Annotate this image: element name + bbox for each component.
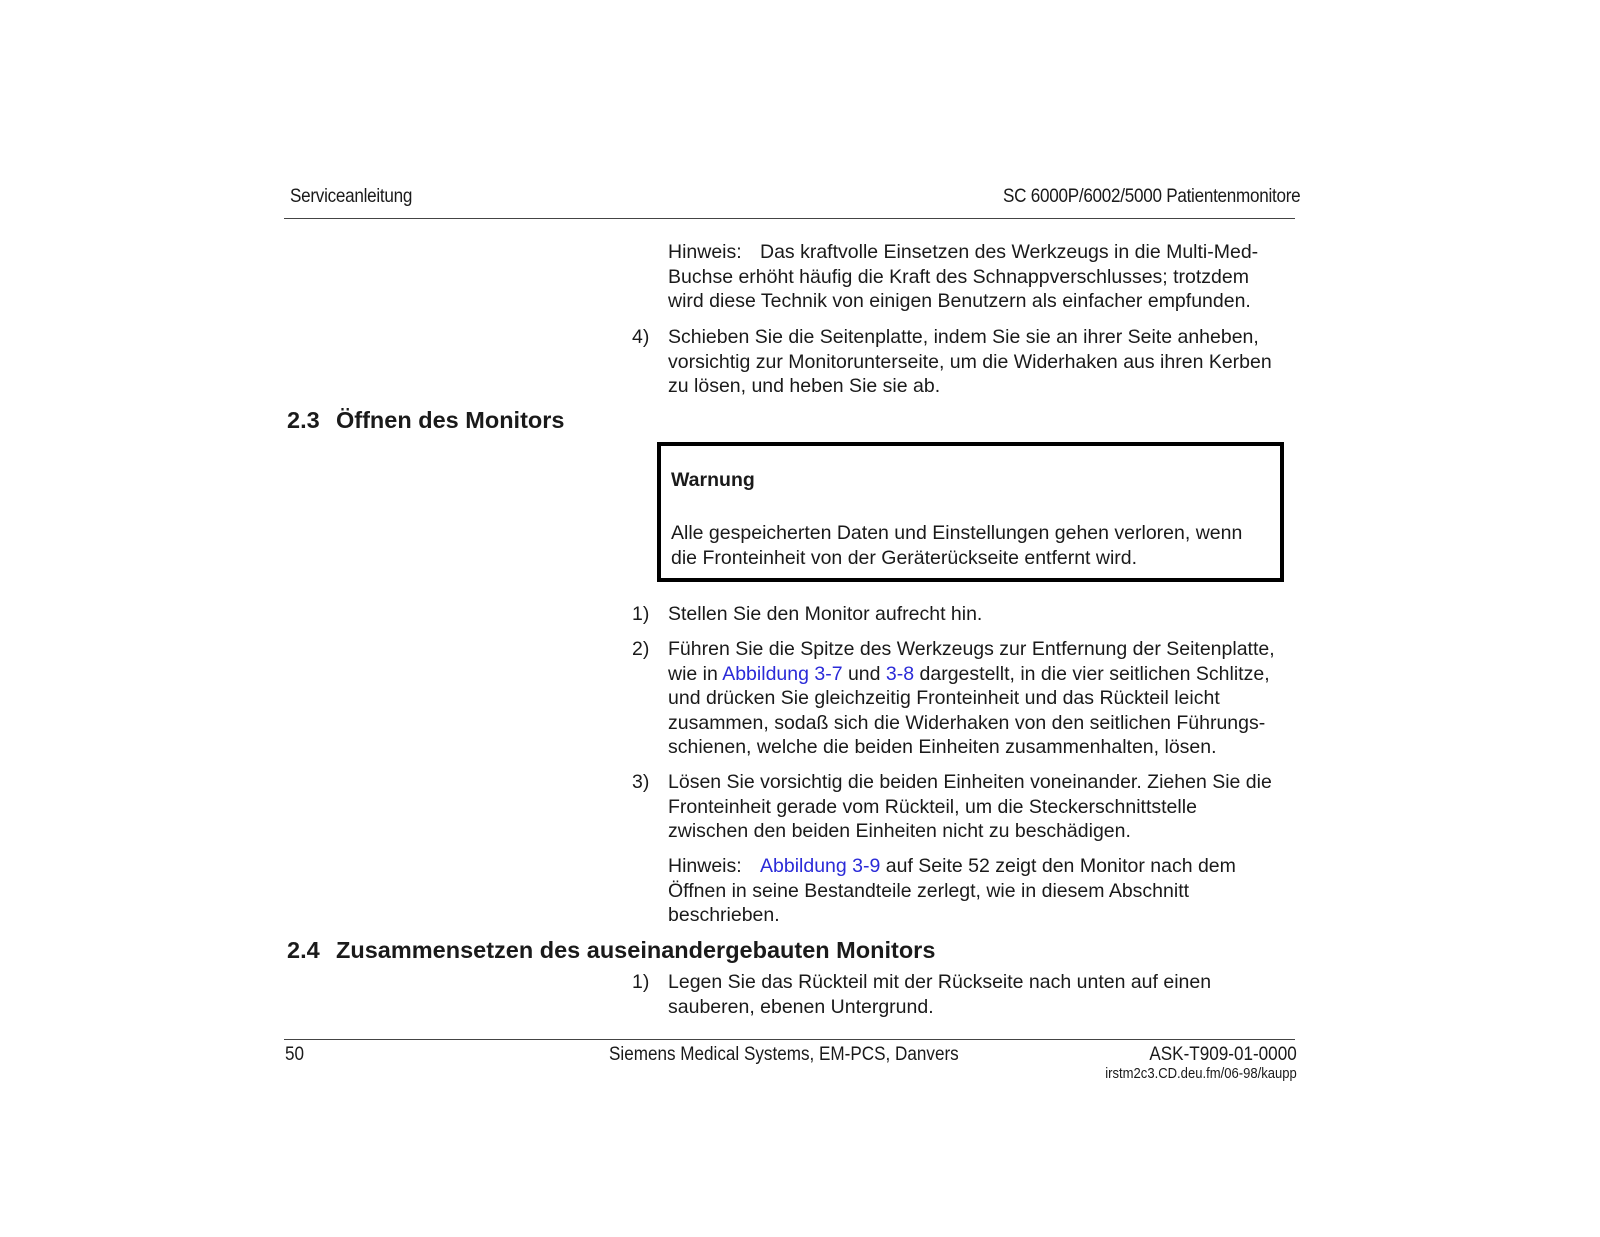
step-text-line: Fronteinheit gerade vom Rückteil, um die Steckerschnittstelle	[668, 795, 1197, 818]
step-text-line: zwischen den beiden Einheiten nicht zu beschädigen.	[668, 820, 1131, 842]
running-header-right: SC 6000P/6002/5000 Patientenmonitore	[1002, 186, 1300, 207]
step-text-line: zusammen, sodaß sich die Widerhaken von den seitlichen Führungs-	[668, 711, 1266, 734]
step-text-line: schienen, welche die beiden Einheiten zusammenhalten, lösen.	[668, 736, 1217, 758]
step-text-span: wie in	[668, 662, 723, 685]
section-heading	[287, 937, 935, 964]
step-text-line: sauberen, ebenen Untergrund.	[668, 995, 934, 1018]
step-text-line: vorsichtig zur Monitorunterseite, um die Widerhaken aus ihren Kerben	[668, 350, 1272, 373]
step-text	[668, 970, 1308, 1019]
step-number: 3)	[632, 771, 650, 793]
note-text-line: Das kraftvolle Einsetzen des Werkzeugs in die Multi-Med-	[760, 241, 1259, 263]
step-number: 2)	[632, 638, 650, 660]
step-text-line: Führen Sie die Spitze des Werkzeugs zur Entfernung der Seitenplatte,	[668, 638, 1275, 660]
footer-rule	[284, 1039, 1295, 1040]
section-number: 2.4	[287, 937, 320, 963]
step-number: 1)	[632, 603, 650, 625]
step-text-span: und	[842, 662, 886, 685]
step-text	[668, 770, 1308, 844]
header-rule	[284, 218, 1295, 219]
page-number: 50	[285, 1044, 305, 1065]
note-label: Hinweis:	[668, 855, 742, 877]
step-text	[668, 637, 1308, 760]
section-heading	[287, 407, 564, 434]
note-label: Hinweis:	[668, 241, 742, 263]
figure-link[interactable]: 3-8	[885, 662, 915, 685]
note-paragraph	[668, 240, 1308, 314]
warning-text-line: die Fronteinheit von der Geräterückseite entfernt wird.	[671, 546, 1138, 569]
running-header-left: Serviceanleitung	[290, 186, 413, 207]
section-title: Öffnen des Monitors	[336, 407, 565, 433]
source-file-name: irstm2c3.CD.deu.fm/06-98/kaupp	[1105, 1066, 1297, 1082]
step-text-line: Lösen Sie vorsichtig die beiden Einheiten voneinander. Ziehen Sie die	[668, 771, 1272, 793]
figure-link[interactable]: Abbildung 3-7	[722, 662, 843, 685]
step-text-line: und drücken Sie gleichzeitig Fronteinheit und das Rückteil leicht	[668, 687, 1220, 709]
step-text-line	[668, 662, 1308, 687]
step-text-line: Legen Sie das Rückteil mit der Rückseite nach unten auf einen	[668, 971, 1212, 993]
step-text	[668, 325, 1308, 399]
warning-text-line: Alle gespeicherten Daten und Einstellungen gehen verloren, wenn	[671, 522, 1243, 544]
note-text-line: beschrieben.	[668, 904, 780, 926]
note-text-line: wird diese Technik von einigen Benutzern als einfacher empfunden.	[668, 290, 1251, 312]
figure-link[interactable]: Abbildung 3-9	[760, 855, 881, 877]
note-text-line: Buchse erhöht häufig die Kraft des Schnappverschlusses; trotzdem	[668, 265, 1249, 288]
step-text-line: Stellen Sie den Monitor aufrecht hin.	[668, 603, 983, 625]
note-text-span: auf Seite 52 zeigt den Monitor nach dem	[880, 855, 1236, 877]
section-number: 2.3	[287, 407, 320, 433]
warning-text	[671, 521, 1271, 570]
step-text-span: dargestellt, in die vier seitlichen Schlitze,	[914, 662, 1270, 685]
step-text	[668, 602, 1308, 627]
document-id: ASK-T909-01-0000	[1149, 1044, 1297, 1065]
note-paragraph	[668, 854, 1308, 928]
step-number: 1)	[632, 971, 650, 993]
footer-publisher: Siemens Medical Systems, EM-PCS, Danvers	[609, 1044, 959, 1065]
step-text-line: zu lösen, und heben Sie sie ab.	[668, 375, 941, 397]
step-text-line: Schieben Sie die Seitenplatte, indem Sie sie an ihrer Seite anheben,	[668, 326, 1259, 348]
warning-box	[657, 442, 1284, 582]
warning-title: Warnung	[671, 469, 755, 491]
step-number: 4)	[632, 326, 650, 348]
section-title: Zusammensetzen des auseinandergebauten Monitors	[336, 937, 936, 963]
note-text-line: Öffnen in seine Bestandteile zerlegt, wie in diesem Abschnitt	[668, 879, 1190, 902]
